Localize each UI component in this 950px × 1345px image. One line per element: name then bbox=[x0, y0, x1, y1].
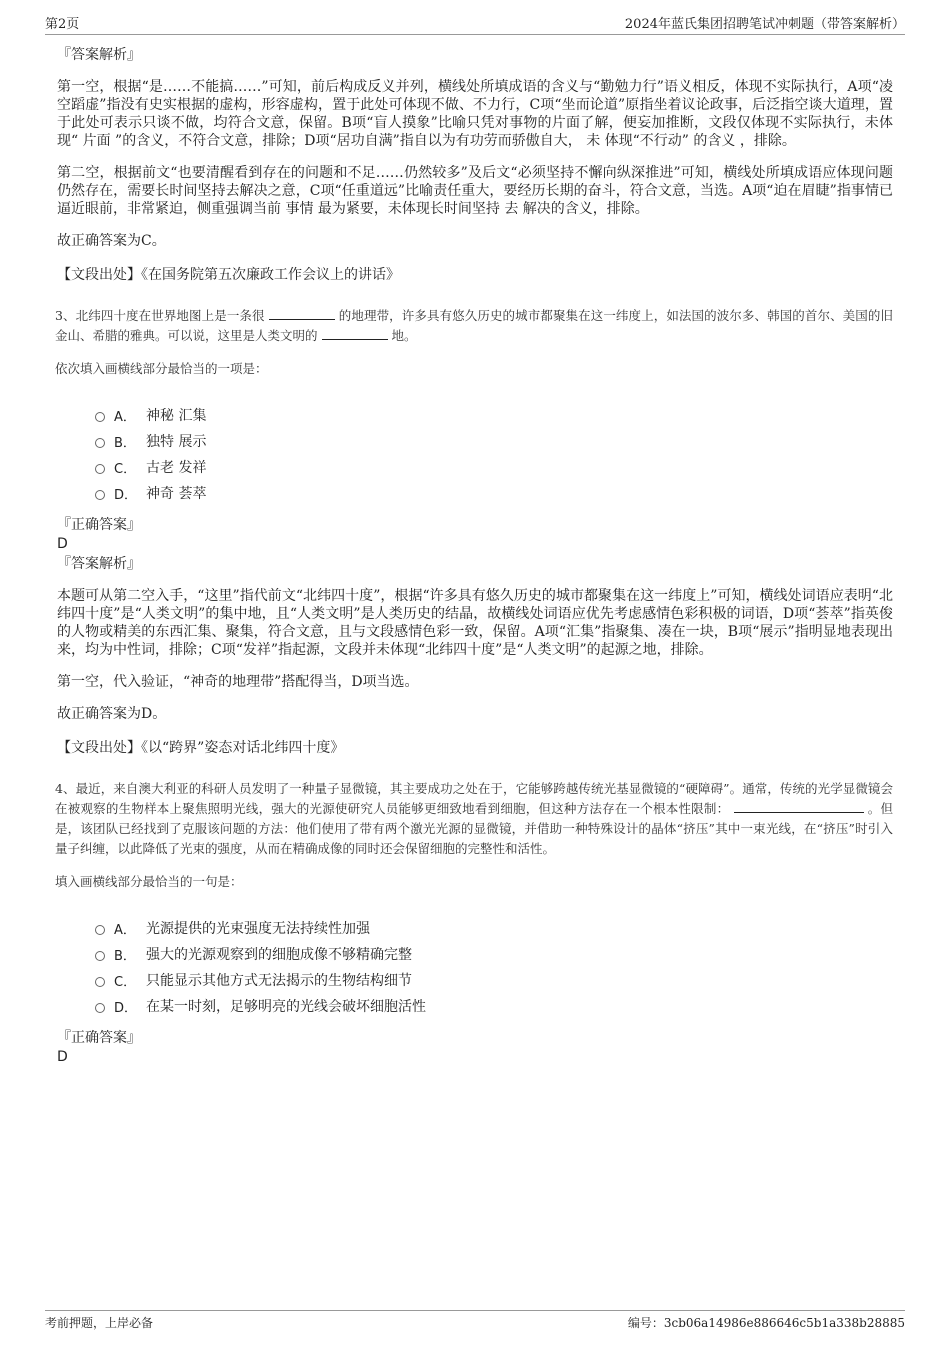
q2-source: 【文段出处】《在国务院第五次廉政工作会议上的讲话》 bbox=[57, 267, 400, 283]
radio-button[interactable] bbox=[95, 464, 105, 474]
option-letter: D． bbox=[114, 1000, 138, 1016]
page-content bbox=[57, 46, 893, 1068]
radio-button[interactable] bbox=[95, 438, 105, 448]
q3-source: 【文段出处】《以“跨界”姿态对话北纬四十度》 bbox=[57, 740, 345, 756]
q3-stem bbox=[55, 306, 893, 346]
q4-stem-part-1: 4、最近，来自澳大利亚的科研人员发明了一种量子显微镜，其主要成功之处在于，它能够跨越传统光基显微镜的“硬障碍”。通常，传统的光学显微镜会在被观察的生物样本上聚焦照明光线，强大的光源使研究人员能够更细致地看到细胞，但这种方法存在一个根本性限制： bbox=[55, 781, 893, 816]
question-4 bbox=[57, 779, 893, 1066]
q3-conclusion: 故正确答案为D。 bbox=[57, 706, 167, 722]
q4-answer: D bbox=[57, 1049, 68, 1065]
q3-analysis-paragraph-2: 第一空，代入验证，“神奇的地理带”搭配得当，D项当选。 bbox=[57, 674, 419, 690]
q2-conclusion: 故正确答案为C。 bbox=[57, 233, 166, 249]
q2-analysis-title: 『答案解析』 bbox=[57, 47, 141, 63]
option-text: 独特 展示 bbox=[146, 434, 207, 450]
q4-stem bbox=[55, 779, 893, 859]
document-title: 2024年蓝氏集团招聘笔试冲刺题（带答案解析） bbox=[624, 17, 905, 32]
q3-stem-part-2: 的地理带，许多具有悠久历史的城市都聚集在这一纬度上，如法国的波尔多、韩国的首尔、美国的旧金山、希腊的雅典。可以说，这里是人类文明的 bbox=[55, 308, 893, 343]
radio-button[interactable] bbox=[95, 412, 105, 422]
q3-option-a[interactable] bbox=[95, 402, 893, 428]
q3-blank-2 bbox=[322, 327, 388, 340]
q4-option-a[interactable] bbox=[95, 915, 893, 941]
q4-blank bbox=[734, 800, 864, 813]
option-text: 只能显示其他方式无法揭示的生物结构细节 bbox=[146, 973, 412, 989]
q3-option-d[interactable] bbox=[95, 480, 893, 506]
q4-option-c[interactable] bbox=[95, 967, 893, 993]
option-text: 在某一时刻，足够明亮的光线会破坏细胞活性 bbox=[146, 999, 426, 1015]
option-text: 古老 发祥 bbox=[146, 460, 207, 476]
option-letter: D． bbox=[114, 487, 138, 503]
page-header bbox=[45, 12, 905, 35]
q4-stem-part-2: 。但是，该团队已经找到了克服该问题的方法：他们使用了带有两个激光光源的显微镜，并借助一种特殊设计的晶体“挤压”其中一束光线，在“挤压”时引入量子纠缠，以此降低了光束的强度，从而在精确成像的同时还会保留细胞的完整性和活性。 bbox=[55, 801, 893, 856]
option-letter: A． bbox=[114, 922, 136, 938]
footer-slogan: 考前押题，上岸必备 bbox=[45, 1316, 154, 1330]
q4-option-d[interactable] bbox=[95, 993, 893, 1019]
q3-prompt: 依次填入画横线部分最恰当的一项是： bbox=[55, 361, 268, 376]
q3-option-c[interactable] bbox=[95, 454, 893, 480]
q4-prompt: 填入画横线部分最恰当的一句是： bbox=[55, 874, 243, 889]
q3-stem-part-1: 3、北纬四十度在世界地图上是一条很 bbox=[55, 308, 265, 323]
radio-button[interactable] bbox=[95, 1003, 105, 1013]
q3-analysis-title: 『答案解析』 bbox=[57, 556, 141, 572]
page-number: 第2页 bbox=[45, 17, 80, 32]
option-letter: B． bbox=[114, 435, 136, 451]
question-3 bbox=[57, 306, 893, 757]
q2-analysis-paragraph-1: 第一空，根据“是……不能搞……”可知，前后构成反义并列，横线处所填成语的含义与“勤勉力行”语义相反，体现不实际执行，A项“凌空蹈虚”指没有史实根据的虚构，形容虚构，置于此处可体现不做、不力行，C项“坐而论道”原指坐着议论政事，后泛指空谈大道理，置于此处可表示只谈不做，均符合文意，保留。B项“盲人摸象”比喻只凭对事物的片面了解，便妄加推断，文段仅体现不实际执行，未体现“ 片面 ”的含义，不符合文意，排除；D项“居功自满”指自以为有功劳而骄傲自大， 未 体现“不行动” 的含义 ，排除。 bbox=[57, 79, 893, 149]
option-text: 强大的光源观察到的细胞成像不够精确完整 bbox=[146, 947, 412, 963]
q3-stem-part-3: 地。 bbox=[391, 328, 417, 343]
q4-option-b[interactable] bbox=[95, 941, 893, 967]
radio-button[interactable] bbox=[95, 977, 105, 987]
q4-answer-title: 『正确答案』 bbox=[57, 1030, 141, 1046]
q3-answer: D bbox=[57, 536, 68, 552]
option-letter: C． bbox=[114, 461, 137, 477]
option-letter: C． bbox=[114, 974, 137, 990]
q3-blank-1 bbox=[269, 307, 335, 320]
page-footer bbox=[45, 1310, 905, 1334]
option-letter: A． bbox=[114, 409, 136, 425]
q2-analysis-paragraph-2: 第二空，根据前文“也要清醒看到存在的问题和不足……仍然较多”及后文“必须坚持不懈向纵深推进”可知，横线处所填成语应体现问题仍然存在，需要长时间坚持去解决之意，C项“任重道远”比喻责任重大，要经历长期的奋斗，符合文意，当选。A项“迫在眉睫”指事情已逼近眼前，非常紧迫，侧重强调当前 事情 最为紧要，未体现长时间坚持 去 解决的含义，排除。 bbox=[57, 165, 893, 217]
radio-button[interactable] bbox=[95, 951, 105, 961]
q3-option-b[interactable] bbox=[95, 428, 893, 454]
option-text: 神秘 汇集 bbox=[146, 408, 207, 424]
q2-analysis-section bbox=[57, 46, 893, 284]
option-text: 神奇 荟萃 bbox=[146, 486, 207, 502]
radio-button[interactable] bbox=[95, 925, 105, 935]
q3-options bbox=[95, 402, 893, 506]
q4-options bbox=[95, 915, 893, 1019]
q3-answer-title: 『正确答案』 bbox=[57, 517, 141, 533]
option-text: 光源提供的光束强度无法持续性加强 bbox=[146, 921, 370, 937]
q3-analysis-paragraph-1: 本题可从第二空入手，“这里”指代前文“北纬四十度”，根据“许多具有悠久历史的城市都聚集在这一纬度上”可知，横线处词语应表明“北纬四十度”是“人类文明”的集中地，且“人类文明”是人类历史的结晶，故横线处词语应优先考虑感情色彩积极的词语，D项“荟萃”指英俊的人物或精美的东西汇集、聚集，符合文意，且与文段感情色彩一致，保留。A项“汇集”指聚集、凑在一块，B项“展示”指明显地表现出来，均为中性词，排除；C项“发祥”指起源，文段并未体现“北纬四十度”是“人类文明”的起源之地，排除。 bbox=[57, 588, 893, 658]
option-letter: B． bbox=[114, 948, 136, 964]
radio-button[interactable] bbox=[95, 490, 105, 500]
document-id: 编号：3cb06a14986e886646c5b1a338b28885 bbox=[627, 1316, 905, 1330]
